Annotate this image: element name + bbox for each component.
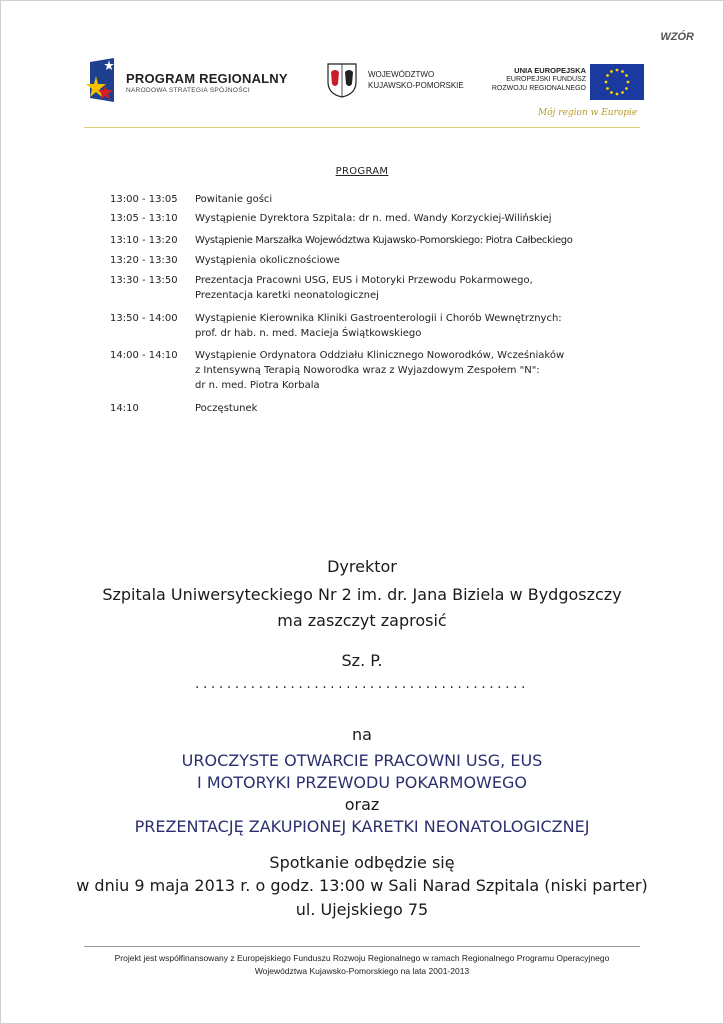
program-item-time: 13:10 - 13:20 (110, 235, 178, 246)
eu-line2: EUROPEJSKI FUNDUSZ (506, 76, 586, 83)
invitation-recipient: Sz. P. (341, 651, 383, 670)
program-item-time: 14:10 (110, 403, 139, 414)
coat-of-arms-icon (326, 62, 358, 98)
program-item-description: Wystąpienie Kierownika Kliniki Gastroenterologii i Chorób Wewnętrznych: prof. dr hab. n. med. Macieja Świątkowskiego (195, 313, 562, 339)
wojewodztwo-logo (326, 62, 476, 102)
program-regionalny-title: PROGRAM REGIONALNY (126, 71, 288, 86)
program-item-description: Wystąpienie Marszałka Województwa Kujawsko-Pomorskiego: Piotra Całbeckiego (195, 235, 573, 246)
event-title-line2: I MOTORYKI PRZEWODU POKARMOWEGO (197, 773, 527, 792)
program-item-description: Prezentacja Pracowni USG, EUS i Motoryki Przewodu Pokarmowego, Prezentacja karetki neonatologicznej (195, 275, 533, 301)
meeting-date-place: w dniu 9 maja 2013 r. o godz. 13:00 w Sali Narad Szpitala (niski parter) (76, 876, 648, 895)
program-item-time: 13:30 - 13:50 (110, 275, 178, 286)
meeting-intro: Spotkanie odbędzie się (269, 853, 455, 872)
eu-line1: UNIA EUROPEJSKA (514, 66, 586, 75)
program-item-description: Wystąpienia okolicznościowe (195, 255, 340, 266)
footer-divider (84, 946, 640, 947)
program-item-time: 13:05 - 13:10 (110, 213, 178, 224)
event-title-line3: PREZENTACJĘ ZAKUPIONEJ KARETKI NEONATOLOGICZNEJ (134, 817, 590, 836)
slogan: Mój region w Europie (538, 108, 638, 118)
specimen-label: WZÓR (660, 31, 694, 43)
eu-flag-icon (590, 64, 644, 100)
wojewodztwo-line2: KUJAWSKO-POMORSKIE (368, 81, 464, 90)
header-divider (84, 127, 640, 128)
eu-text (492, 66, 586, 93)
invitation-na: na (352, 725, 372, 744)
eu-logo (486, 64, 646, 104)
meeting-address: ul. Ujejskiego 75 (295, 900, 429, 919)
program-item-description: Powitanie gości (195, 194, 273, 205)
program-regionalny-subtitle: NARODOWA STRATEGIA SPÓJNOŚCI (126, 87, 250, 94)
recipient-placeholder-dots: .......................................... (195, 676, 529, 692)
program-item-description: Wystąpienie Dyrektora Szpitala: dr n. med. Wandy Korzyckiej-Wilińskiej (195, 213, 552, 224)
program-item-description: Wystąpienie Ordynatora Oddziału Klinicznego Noworodków, Wcześniaków z Intensywną Terapią Noworodka wraz z Wyjazdowym Zespołem "N": dr n. med. Piotra Korbala (195, 350, 565, 391)
event-title-line1: UROCZYSTE OTWARCIE PRACOWNI USG, EUS (181, 751, 543, 770)
wojewodztwo-text (368, 69, 464, 91)
program-item-description: Poczęstunek (195, 403, 258, 414)
invitation-oraz: oraz (344, 795, 380, 814)
footer-line1: Projekt jest współfinansowany z Europejskiego Funduszu Rozwoju Regionalnego w ramach Regionalnego Programu Operacyjnego (114, 953, 610, 963)
program-item-time: 13:50 - 14:00 (110, 313, 178, 324)
program-regionalny-logo (84, 56, 288, 104)
footer-line2: Województwa Kujawsko-Pomorskiego na lata 2001-2013 (254, 966, 470, 976)
program-regionalny-mark-icon (84, 56, 120, 104)
invitation-hospital: Szpitala Uniwersyteckiego Nr 2 im. dr. Jana Biziela w Bydgoszczy (102, 585, 622, 604)
program-item-time: 13:20 - 13:30 (110, 255, 178, 266)
program-item-time: 14:00 - 14:10 (110, 350, 178, 361)
program-item-time: 13:00 - 13:05 (110, 194, 178, 205)
eu-line3: ROZWOJU REGIONALNEGO (491, 85, 586, 92)
program-heading: PROGRAM (335, 166, 389, 177)
invitation-director: Dyrektor (327, 557, 397, 576)
wojewodztwo-line1: WOJEWÓDZTWO (368, 70, 435, 79)
invitation-invites: ma zaszczyt zaprosić (277, 611, 447, 630)
